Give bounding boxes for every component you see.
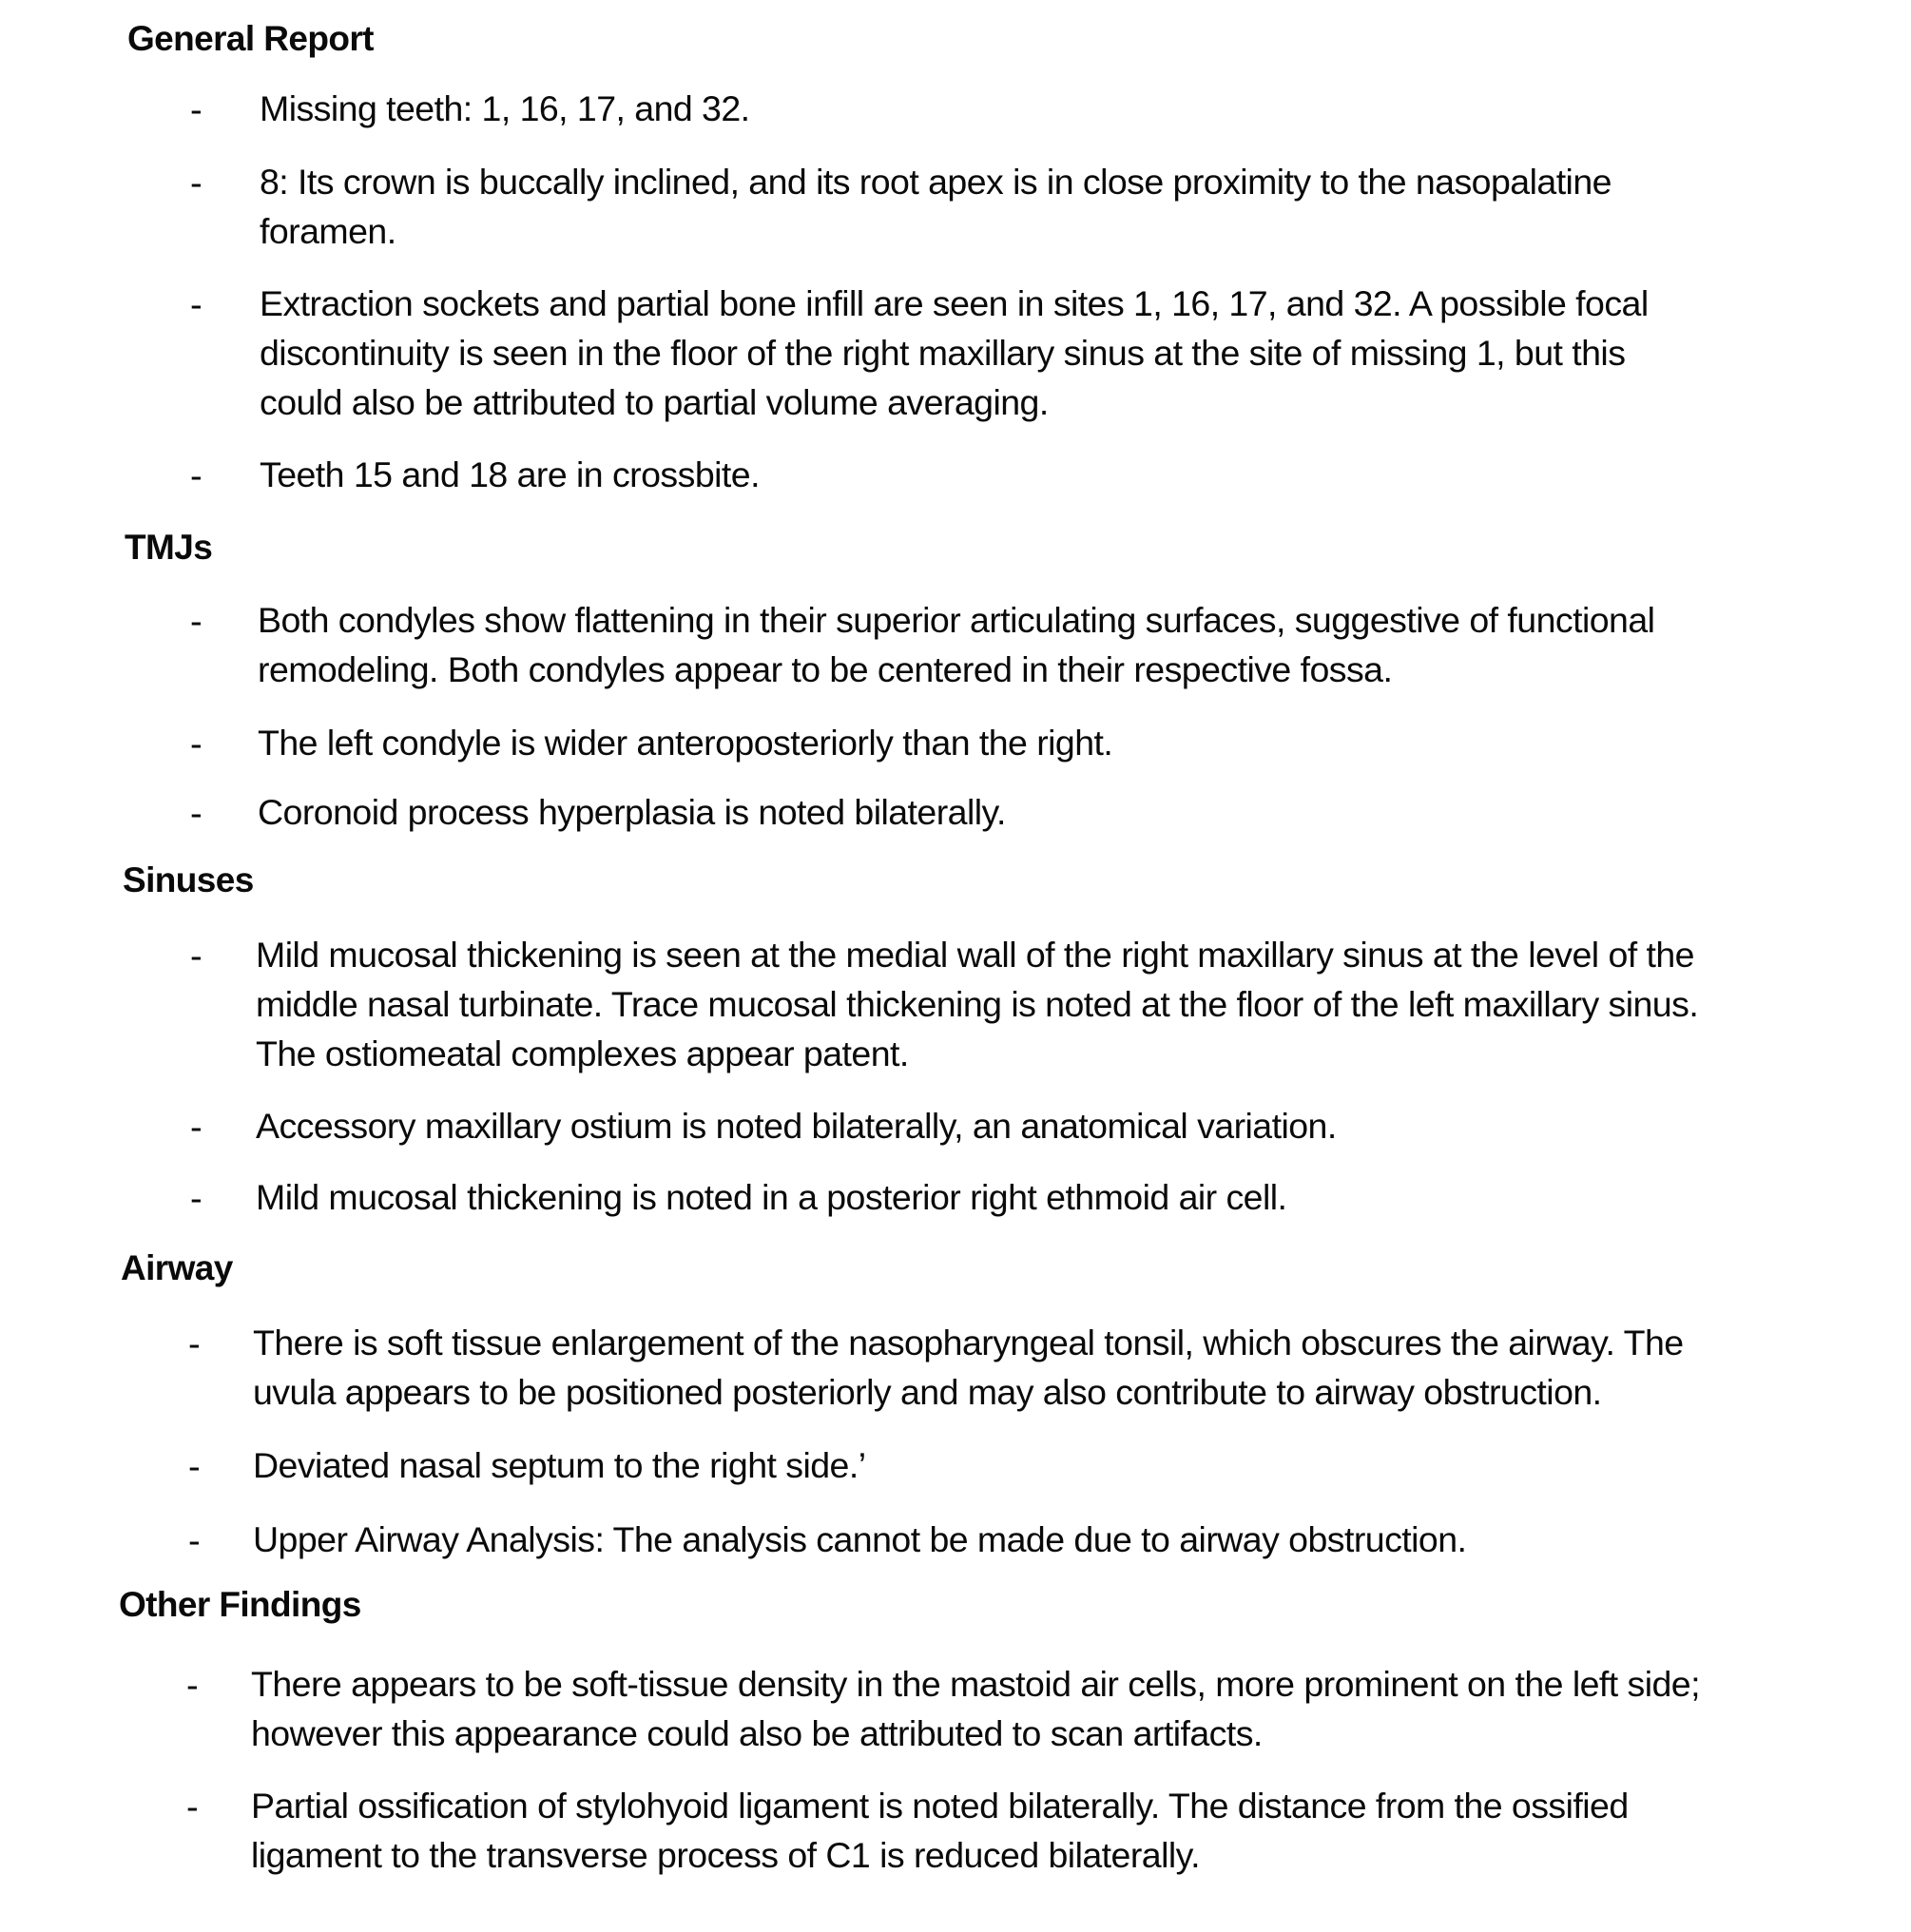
section-heading-sinuses: Sinuses bbox=[123, 860, 254, 899]
item-text: Mild mucosal thickening is noted in a posterior right ethmoid air cell. bbox=[256, 1177, 1287, 1217]
bullet-dash: - bbox=[190, 1179, 203, 1219]
item-text: There is soft tissue enlargement of the nasopharyngeal tonsil, which obscures the airway. The uvula appears to be positioned posteriorly and may also contribute to airway obstruction. bbox=[253, 1323, 1684, 1412]
bullet-dash: - bbox=[190, 937, 203, 976]
section-heading-tmjs: TMJs bbox=[125, 528, 213, 567]
bullet-dash: - bbox=[190, 90, 203, 130]
bullet-dash: - bbox=[188, 1521, 201, 1561]
bullet-dash: - bbox=[190, 602, 203, 642]
section-heading-other-findings: Other Findings bbox=[119, 1585, 361, 1624]
bullet-dash: - bbox=[190, 1108, 203, 1148]
bullet-dash: - bbox=[190, 724, 203, 764]
bullet-dash: - bbox=[190, 285, 203, 325]
item-text: Partial ossification of stylohyoid ligament is noted bilaterally. The distance from the ossified ligament to the transverse process of C1 is reduced bilaterally. bbox=[251, 1786, 1629, 1875]
item-text: Coronoid process hyperplasia is noted bilaterally. bbox=[258, 792, 1006, 832]
item-text: 8: Its crown is buccally inclined, and its root apex is in close proximity to the nasopalatine foramen. bbox=[260, 162, 1612, 251]
bullet-dash: - bbox=[186, 1787, 199, 1827]
bullet-dash: - bbox=[190, 456, 203, 496]
section-heading-general-report: General Report bbox=[127, 19, 374, 58]
bullet-dash: - bbox=[190, 794, 203, 834]
item-text: Upper Airway Analysis: The analysis cannot be made due to airway obstruction. bbox=[253, 1519, 1467, 1559]
item-text: Deviated nasal septum to the right side.’ bbox=[253, 1445, 866, 1485]
section-heading-airway: Airway bbox=[121, 1248, 233, 1287]
item-text: Both condyles show flattening in their superior articulating surfaces, suggestive of functional remodeling. Both condyles appear to be centered in their respective fossa. bbox=[258, 600, 1655, 689]
bullet-dash: - bbox=[188, 1324, 201, 1364]
item-text: Missing teeth: 1, 16, 17, and 32. bbox=[260, 88, 750, 128]
item-text: Extraction sockets and partial bone infill are seen in sites 1, 16, 17, and 32. A possible focal discontinuity is seen in the floor of the right maxillary sinus at the site of missing 1, but this could also be attributed to partial volume averaging. bbox=[260, 283, 1649, 422]
item-text: Teeth 15 and 18 are in crossbite. bbox=[260, 454, 760, 494]
item-text: Accessory maxillary ostium is noted bilaterally, an anatomical variation. bbox=[256, 1106, 1337, 1146]
item-text: The left condyle is wider anteroposteriorly than the right. bbox=[258, 723, 1113, 763]
bullet-dash: - bbox=[186, 1666, 199, 1706]
bullet-dash: - bbox=[188, 1447, 201, 1487]
item-text: Mild mucosal thickening is seen at the medial wall of the right maxillary sinus at the level of the middle nasal turbinate. Trace mucosal thickening is noted at the floor of the left maxillary sinus. The ostiomeatal complexes appear patent. bbox=[256, 935, 1699, 1073]
item-text: There appears to be soft-tissue density in the mastoid air cells, more prominent on the left side; however this appearance could also be attributed to scan artifacts. bbox=[251, 1664, 1700, 1753]
bullet-dash: - bbox=[190, 164, 203, 203]
